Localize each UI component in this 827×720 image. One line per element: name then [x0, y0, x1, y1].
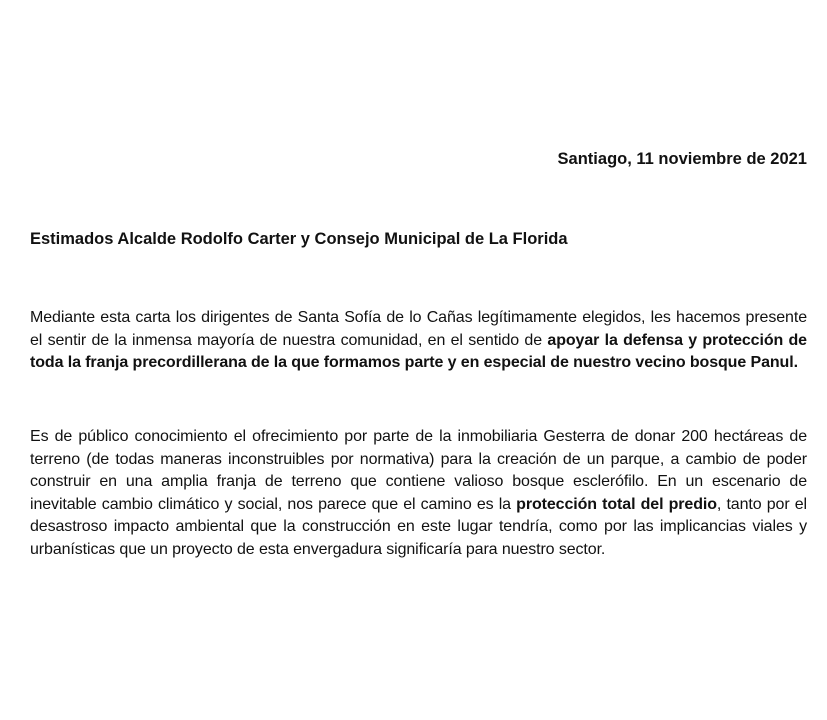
letter-page [30, 0, 807, 720]
paragraph-2-bold: protección total del predio [516, 495, 717, 513]
letter-date: Santiago, 11 noviembre de 2021 [557, 150, 807, 168]
paragraph-2 [30, 426, 807, 562]
paragraph-2-text-end: , tanto por el desastroso impacto ambiental que la construcción en este lugar tendría, como por las implicancias viales y urbanísticas que un proyecto de esta envergadura significaría para nuestro sector. [30, 495, 807, 558]
paragraph-1-bold: apoyar la defensa y protección de toda la franja precordillerana de la que formamos parte y en especial de nuestro vecino bosque Panul. [30, 331, 807, 372]
letter-salutation: Estimados Alcalde Rodolfo Carter y Consejo Municipal de La Florida [30, 230, 568, 248]
paragraph-2-text-start: Es de público conocimiento el ofrecimiento por parte de la inmobiliaria Gesterra de donar 200 hectáreas de terreno (de todas maneras inconstruibles por normativa) para la creación de un parque, a cambio de poder construir en una amplia franja de terreno que contiene valioso bosque esclerófilo. En un escenario de inevitable cambio climático y social, nos parece que el camino es la [30, 428, 807, 513]
paragraph-1 [30, 307, 807, 375]
paragraph-1-text: Mediante esta carta los dirigentes de Santa Sofía de lo Cañas legítimamente elegidos, les hacemos presente el sentir de la inmensa mayoría de nuestra comunidad, en el sentido de [30, 309, 807, 349]
